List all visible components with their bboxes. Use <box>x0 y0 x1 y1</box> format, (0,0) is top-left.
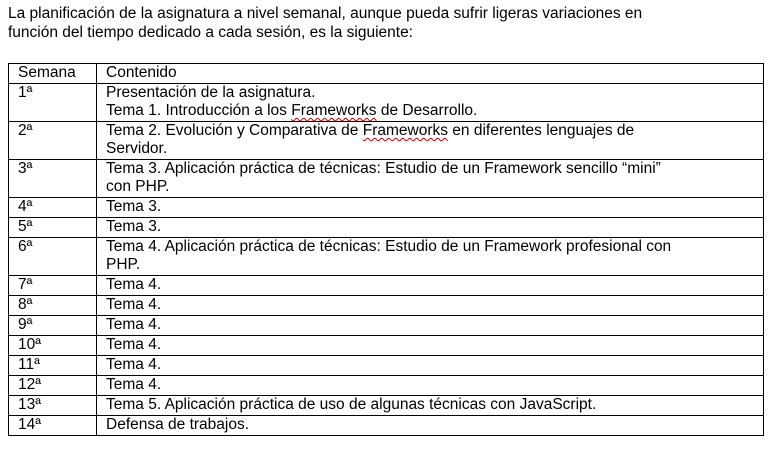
content-text: Servidor. <box>106 140 168 157</box>
header-content: Contenido <box>97 64 764 84</box>
content-line <box>106 178 763 196</box>
content-text: en diferentes lenguajes de <box>448 122 635 139</box>
content-cell <box>97 296 764 316</box>
content-text: Tema 3. <box>106 218 162 235</box>
table-row <box>9 160 764 198</box>
content-line <box>106 276 763 294</box>
header-row <box>9 64 764 84</box>
table-row <box>9 198 764 218</box>
intro-paragraph <box>8 4 758 42</box>
content-line <box>106 416 763 434</box>
content-cell <box>97 416 764 436</box>
content-text: Tema 5. Aplicación práctica de uso de algunas técnicas con JavaScript. <box>106 396 597 413</box>
content-line <box>106 140 763 158</box>
content-text: Tema 1. Introducción a los <box>106 102 292 119</box>
table-row <box>9 376 764 396</box>
content-line <box>106 218 763 236</box>
table-row <box>9 276 764 296</box>
content-cell <box>97 336 764 356</box>
content-cell <box>97 84 764 122</box>
table-row <box>9 84 764 122</box>
content-line <box>106 198 763 216</box>
content-text: Tema 3. Aplicación práctica de técnicas: Estudio de un Framework sencillo “mini” <box>106 160 661 177</box>
content-line <box>106 396 763 414</box>
content-text: Tema 4. <box>106 376 162 393</box>
content-text: Defensa de trabajos. <box>106 416 250 433</box>
content-text: Tema 3. <box>106 198 162 215</box>
content-line <box>106 256 763 274</box>
week-cell: 13ª <box>9 396 97 416</box>
table-row <box>9 336 764 356</box>
week-cell: 12ª <box>9 376 97 396</box>
content-line <box>106 160 763 178</box>
content-cell <box>97 316 764 336</box>
content-cell <box>97 122 764 160</box>
content-line <box>106 356 763 374</box>
week-cell: 8ª <box>9 296 97 316</box>
week-cell: 6ª <box>9 238 97 276</box>
content-text: Tema 2. Evolución y Comparativa de <box>106 122 363 139</box>
table-row <box>9 316 764 336</box>
content-text: PHP. <box>106 256 141 273</box>
spellcheck-flagged-word: Frameworks <box>291 102 377 119</box>
content-line <box>106 296 763 314</box>
content-cell <box>97 356 764 376</box>
content-line <box>106 376 763 394</box>
table-row <box>9 416 764 436</box>
table-row <box>9 356 764 376</box>
content-text: con PHP. <box>106 178 170 195</box>
content-line <box>106 84 763 102</box>
content-line <box>106 122 763 140</box>
table-row <box>9 122 764 160</box>
schedule-table-header <box>9 64 764 84</box>
content-text: Tema 4. <box>106 296 162 313</box>
intro-line-2: función del tiempo dedicado a cada sesión, es la siguiente: <box>8 24 413 41</box>
content-text: de Desarrollo. <box>376 102 478 119</box>
content-text: Tema 4. Aplicación práctica de técnicas: Estudio de un Framework profesional con <box>106 238 672 255</box>
content-cell <box>97 160 764 198</box>
content-cell <box>97 218 764 238</box>
content-cell <box>97 198 764 218</box>
content-text: Tema 4. <box>106 316 162 333</box>
week-cell: 2ª <box>9 122 97 160</box>
content-cell <box>97 376 764 396</box>
week-cell: 1ª <box>9 84 97 122</box>
content-cell <box>97 276 764 296</box>
content-text: Tema 4. <box>106 356 162 373</box>
table-row <box>9 296 764 316</box>
week-cell: 4ª <box>9 198 97 218</box>
content-text: Presentación de la asignatura. <box>106 84 316 101</box>
content-text: Tema 4. <box>106 276 162 293</box>
week-cell: 7ª <box>9 276 97 296</box>
content-cell <box>97 238 764 276</box>
week-cell: 10ª <box>9 336 97 356</box>
header-week: Semana <box>9 64 97 84</box>
content-line <box>106 238 763 256</box>
intro-line-1: La planificación de la asignatura a nivel semanal, aunque pueda sufrir ligeras variaciones en <box>8 5 643 22</box>
table-row <box>9 238 764 276</box>
content-line <box>106 316 763 334</box>
content-line <box>106 102 763 120</box>
week-cell: 3ª <box>9 160 97 198</box>
week-cell: 9ª <box>9 316 97 336</box>
spellcheck-flagged-word: Frameworks <box>362 122 448 139</box>
schedule-table <box>8 63 764 436</box>
schedule-table-body <box>9 84 764 436</box>
content-line <box>106 336 763 354</box>
week-cell: 5ª <box>9 218 97 238</box>
week-cell: 11ª <box>9 356 97 376</box>
content-text: Tema 4. <box>106 336 162 353</box>
table-row <box>9 396 764 416</box>
table-row <box>9 218 764 238</box>
content-cell <box>97 396 764 416</box>
week-cell: 14ª <box>9 416 97 436</box>
